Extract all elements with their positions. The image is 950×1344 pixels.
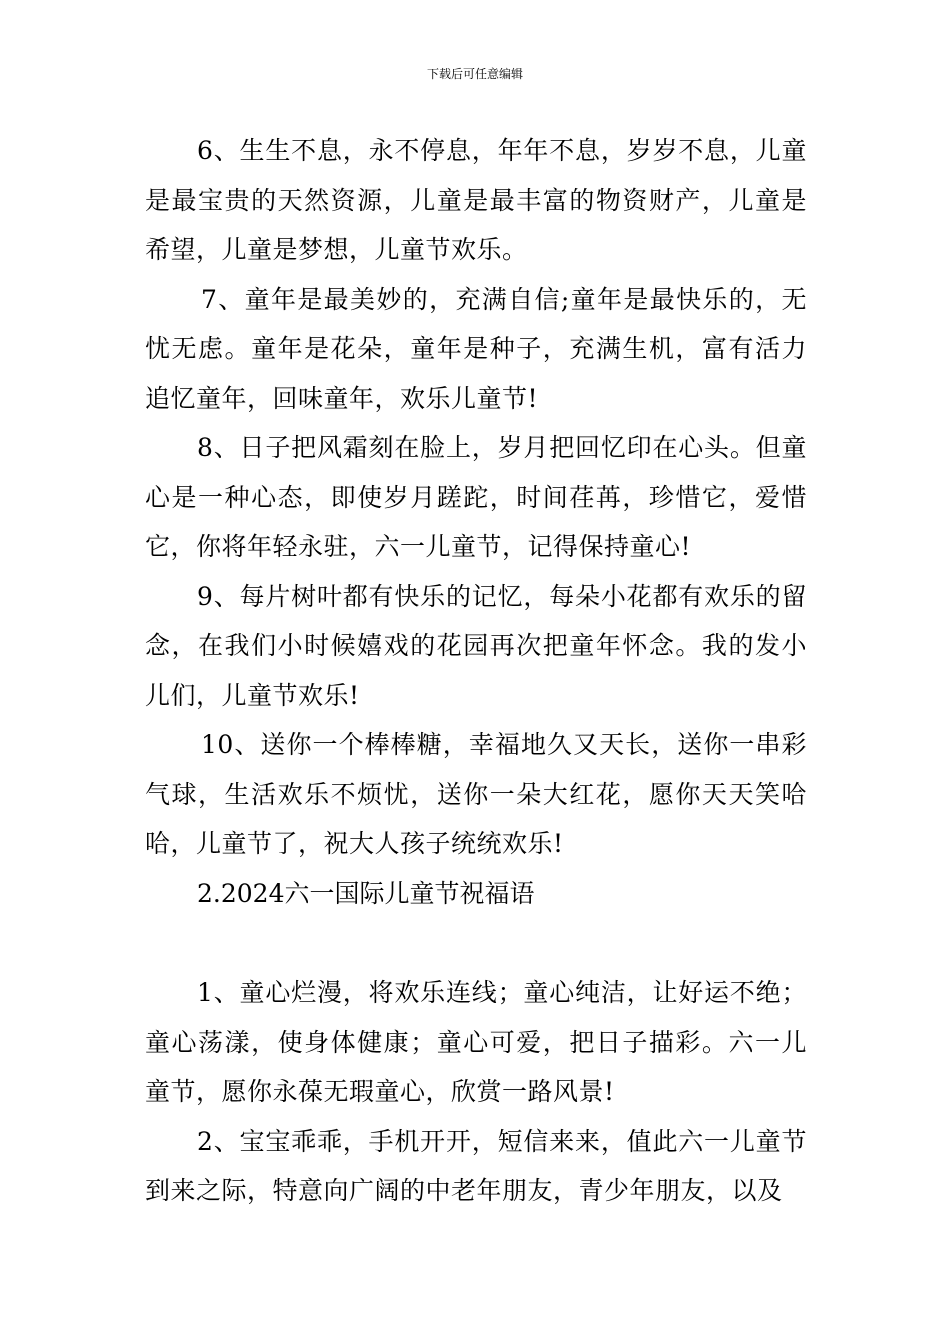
paragraph-8: 8、日子把风霜刻在脸上，岁月把回忆印在心头。但童心是一种心态，即使岁月蹉跎，时间荏苒，珍惜它，爱惜它，你将年轻永驻，六一儿童节，记得保持童心! [145,433,807,561]
paragraph-7: 7、童年是最美妙的，充满自信;童年是最快乐的，无忧无虑。童年是花朵，童年是种子，充满生机，富有活力追忆童年，回味童年，欢乐儿童节! [145,284,807,413]
document-body [145,126,807,1216]
paragraph-b2: 2、宝宝乖乖，手机开开，短信来来，值此六一儿童节到来之际，特意向广阔的中老年朋友，青少年朋友，以及 [145,1126,807,1205]
paragraph-b1: 1、童心烂漫，将欢乐连线；童心纯洁，让好运不绝；童心荡漾，使身体健康；童心可爱，把日子描彩。六一儿童节，愿你永葆无瑕童心，欣赏一路风景! [145,978,807,1106]
paragraph-9: 9、每片树叶都有快乐的记忆，每朵小花都有欢乐的留念，在我们小时候嬉戏的花园再次把童年怀念。我的发小儿们，儿童节欢乐! [145,581,807,710]
section-spacer [145,918,807,968]
paragraph-10: 10、送你一个棒棒糖，幸福地久又天长，送你一串彩气球，生活欢乐不烦忧，送你一朵大红花，愿你天天笑哈哈，儿童节了，祝大人孩子统统欢乐! [145,730,807,858]
paragraph-6: 6、生生不息，永不停息，年年不息，岁岁不息，儿童是最宝贵的天然资源，儿童是最丰富的物资财产，儿童是希望，儿童是梦想，儿童节欢乐。 [145,136,807,264]
page-header-note: 下载后可任意编辑 [426,67,523,81]
section-heading: 2.2024六一国际儿童节祝福语 [197,878,535,908]
